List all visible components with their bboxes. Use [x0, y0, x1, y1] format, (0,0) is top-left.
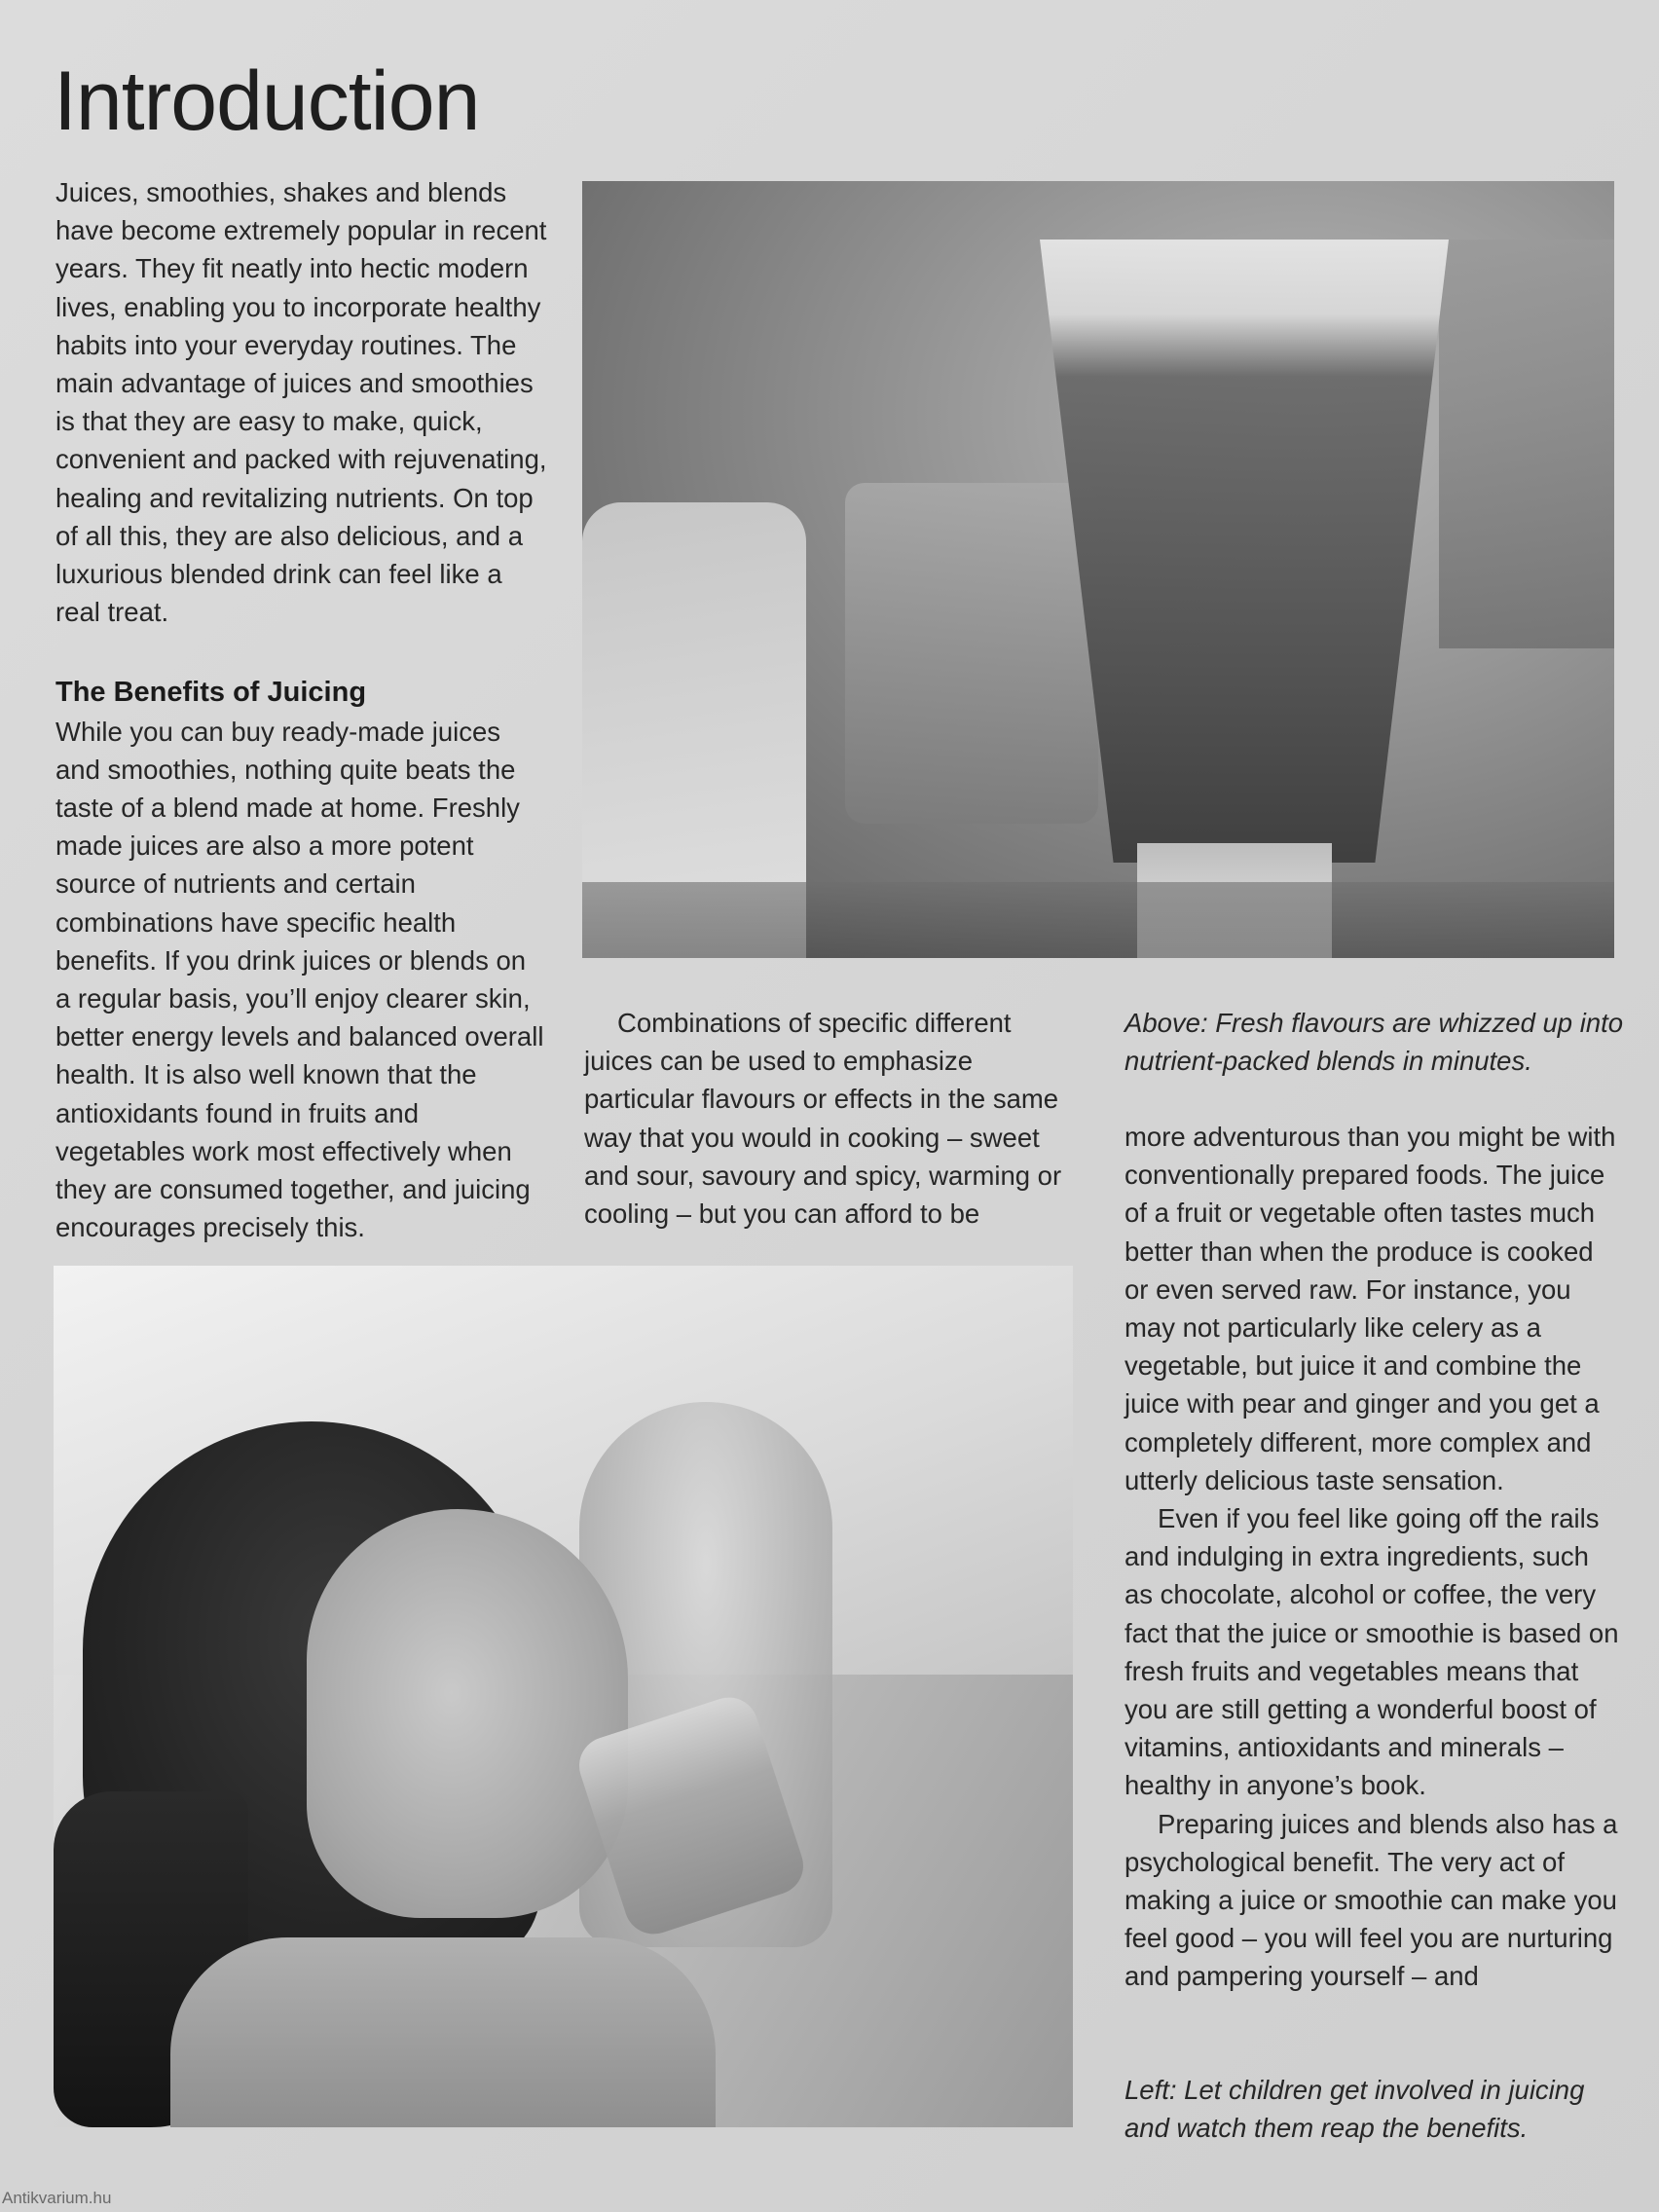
- intro-paragraph: Juices, smoothies, shakes and blends have become extremely popular in recent years. They fit neatly into hectic modern lives, enabling you to incorporate healthy habits into your everyday routines. The main advantage of juices and smoothies is that they are easy to make, quick, convenient and packed with rejuvenating, healing and revitalizing nutrients. On top of all this, they are also delicious, and a luxurious blended drink can feel like a real treat.: [55, 177, 547, 628]
- photo-drinks: [582, 181, 1614, 958]
- smoothie-glass: [1040, 240, 1449, 863]
- page-title: Introduction: [54, 55, 480, 148]
- photo-children: [54, 1266, 1073, 2127]
- text-column-3: [1124, 1118, 1621, 1996]
- glass-center: [845, 483, 1098, 824]
- indulging-paragraph: Even if you feel like going off the rails and indulging in extra ingredients, such as chocolate, alcohol or coffee, the very fact that the juice or smoothie is based on fresh fruits and vegetables means that you are still getting a wonderful boost of vitamins, antioxidants and minerals – healthy in anyone’s book.: [1124, 1503, 1619, 1801]
- benefits-paragraph: While you can buy ready-made juices and smoothies, nothing quite beats the taste of a blend made at home. Freshly made juices are also a more potent source of nutrients and certain combinations have specific health benefits. If you drink juices or blends on a regular basis, you’ll enjoy clearer skin, better energy levels and balanced overall health. It is also well known that the antioxidants found in fruits and vegetables work most effectively when they are consumed together, and juicing encourages precisely this.: [55, 716, 544, 1243]
- psychological-paragraph: Preparing juices and blends also has a psychological benefit. The very act of making a juice or smoothie can make you feel good – you will feel you are nurturing and pampering yourself – and: [1124, 1808, 1618, 1992]
- text-column-1: [55, 173, 547, 1246]
- adventurous-paragraph: more adventurous than you might be with conventionally prepared foods. The juice of a fruit or vegetable often tastes much better than when the produce is cooked or even served raw. For instance, you may not particularly like celery as a vegetable, but juice it and combine the juice with pear and ginger and you get a completely different, more complex and utterly delicious taste sensation.: [1124, 1122, 1616, 1495]
- caption-above: Above: Fresh flavours are whizzed up into nutrient-packed blends in minutes.: [1124, 1008, 1624, 1077]
- girl-face: [307, 1509, 628, 1918]
- text-column-2: [584, 1004, 1083, 1233]
- combinations-paragraph: Combinations of specific different juices can be used to emphasize particular flavours or effects in the same way that you would in cooking – sweet and sour, savoury and spicy, warming or cooling – but you can afford to be: [584, 1008, 1062, 1230]
- glass-right: [1439, 240, 1614, 648]
- section-heading: The Benefits of Juicing: [55, 677, 367, 709]
- girl-shoulder: [170, 1937, 716, 2127]
- watermark: Antikvarium.hu: [2, 2189, 112, 2207]
- table-surface: [582, 882, 1614, 958]
- caption-left: Left: Let children get involved in juicing and watch them reap the benefits.: [1124, 2075, 1585, 2144]
